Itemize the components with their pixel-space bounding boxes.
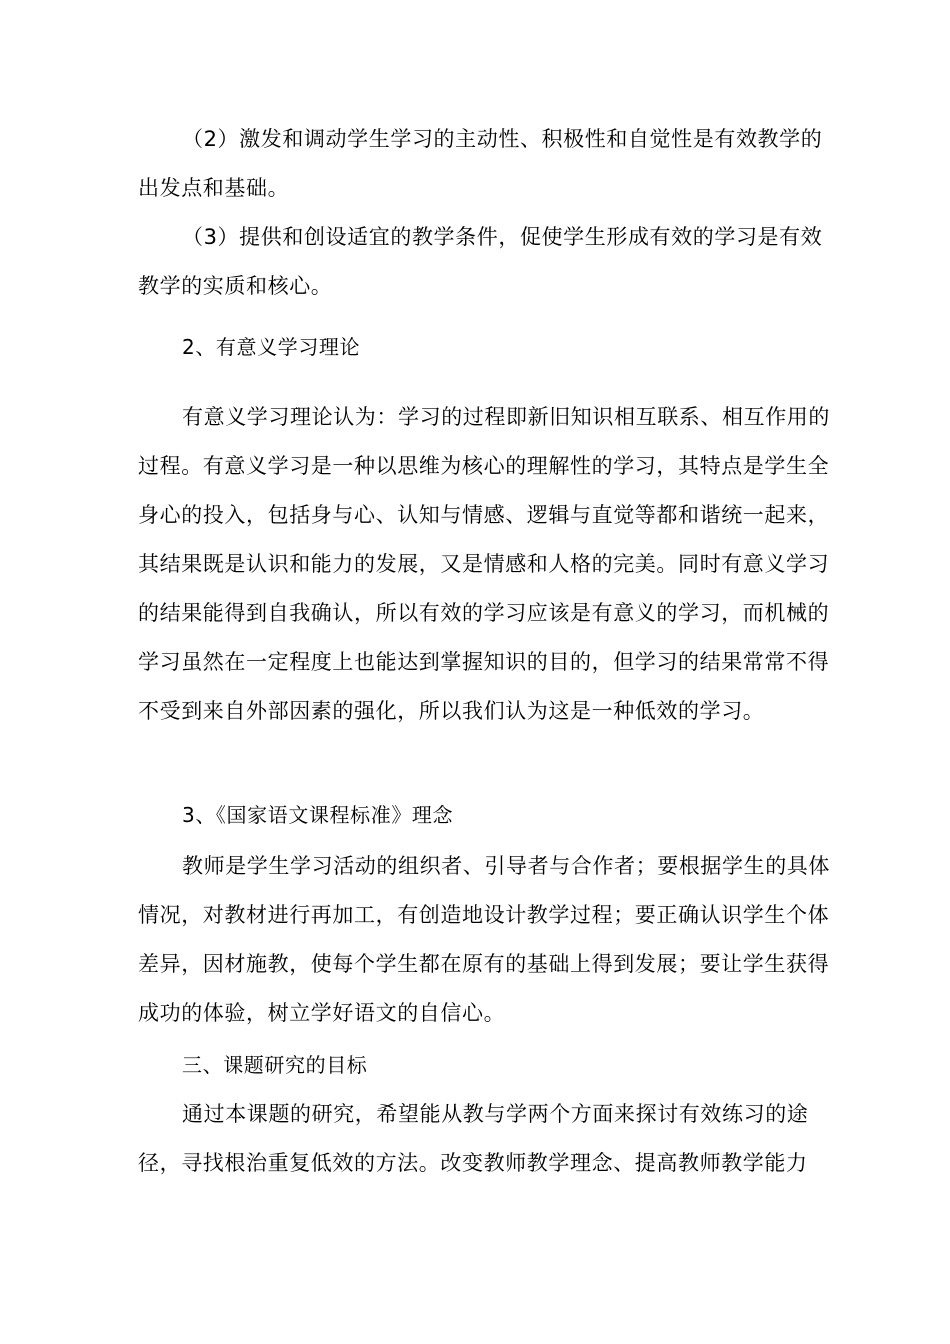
heading-curriculum-standard: 3、《国家语文课程标准》理念 xyxy=(182,803,454,827)
paragraph-curriculum-standard: 教师是学生学习活动的组织者、引导者与合作者；要根据学生的具体情况，对教材进行再加工，有创造地设计教学过程；要正确认识学生个体差异，因材施教，使每个学生都在原有的基础上得到发展；要让学生获得成功的体验，树立学好语文的自信心。 xyxy=(138,854,830,1025)
paragraph-meaningful-learning: 有意义学习理论认为：学习的过程即新旧知识相互联系、相互作用的过程。有意义学习是一种以思维为核心的理解性的学习，其特点是学生全身心的投入，包括身与心、认知与情感、逻辑与直觉等都和谐统一起来，其结果既是认识和能力的发展，又是情感和人格的完美。同时有意义学习的结果能得到自我确认，所以有效的学习应该是有意义的学习，而机械的学习虽然在一定程度上也能达到掌握知识的目的，但学习的结果常常不得不受到来自外部因素的强化，所以我们认为这是一种低效的学习。 xyxy=(138,405,830,723)
heading-meaningful-learning: 2、有意义学习理论 xyxy=(182,335,361,359)
paragraph-point-3: （3）提供和创设适宜的教学条件，促使学生形成有效的学习是有效教学的实质和核心。 xyxy=(138,225,823,298)
paragraph-point-2: （2）激发和调动学生学习的主动性、积极性和自觉性是有效教学的出发点和基础。 xyxy=(138,127,823,200)
heading-research-goals: 三、课题研究的目标 xyxy=(182,1053,368,1077)
paragraph-research-goals: 通过本课题的研究，希望能从教与学两个方面来探讨有效练习的途径，寻找根治重复低效的方法。改变教师教学理念、提高教师教学能力 xyxy=(138,1102,809,1175)
